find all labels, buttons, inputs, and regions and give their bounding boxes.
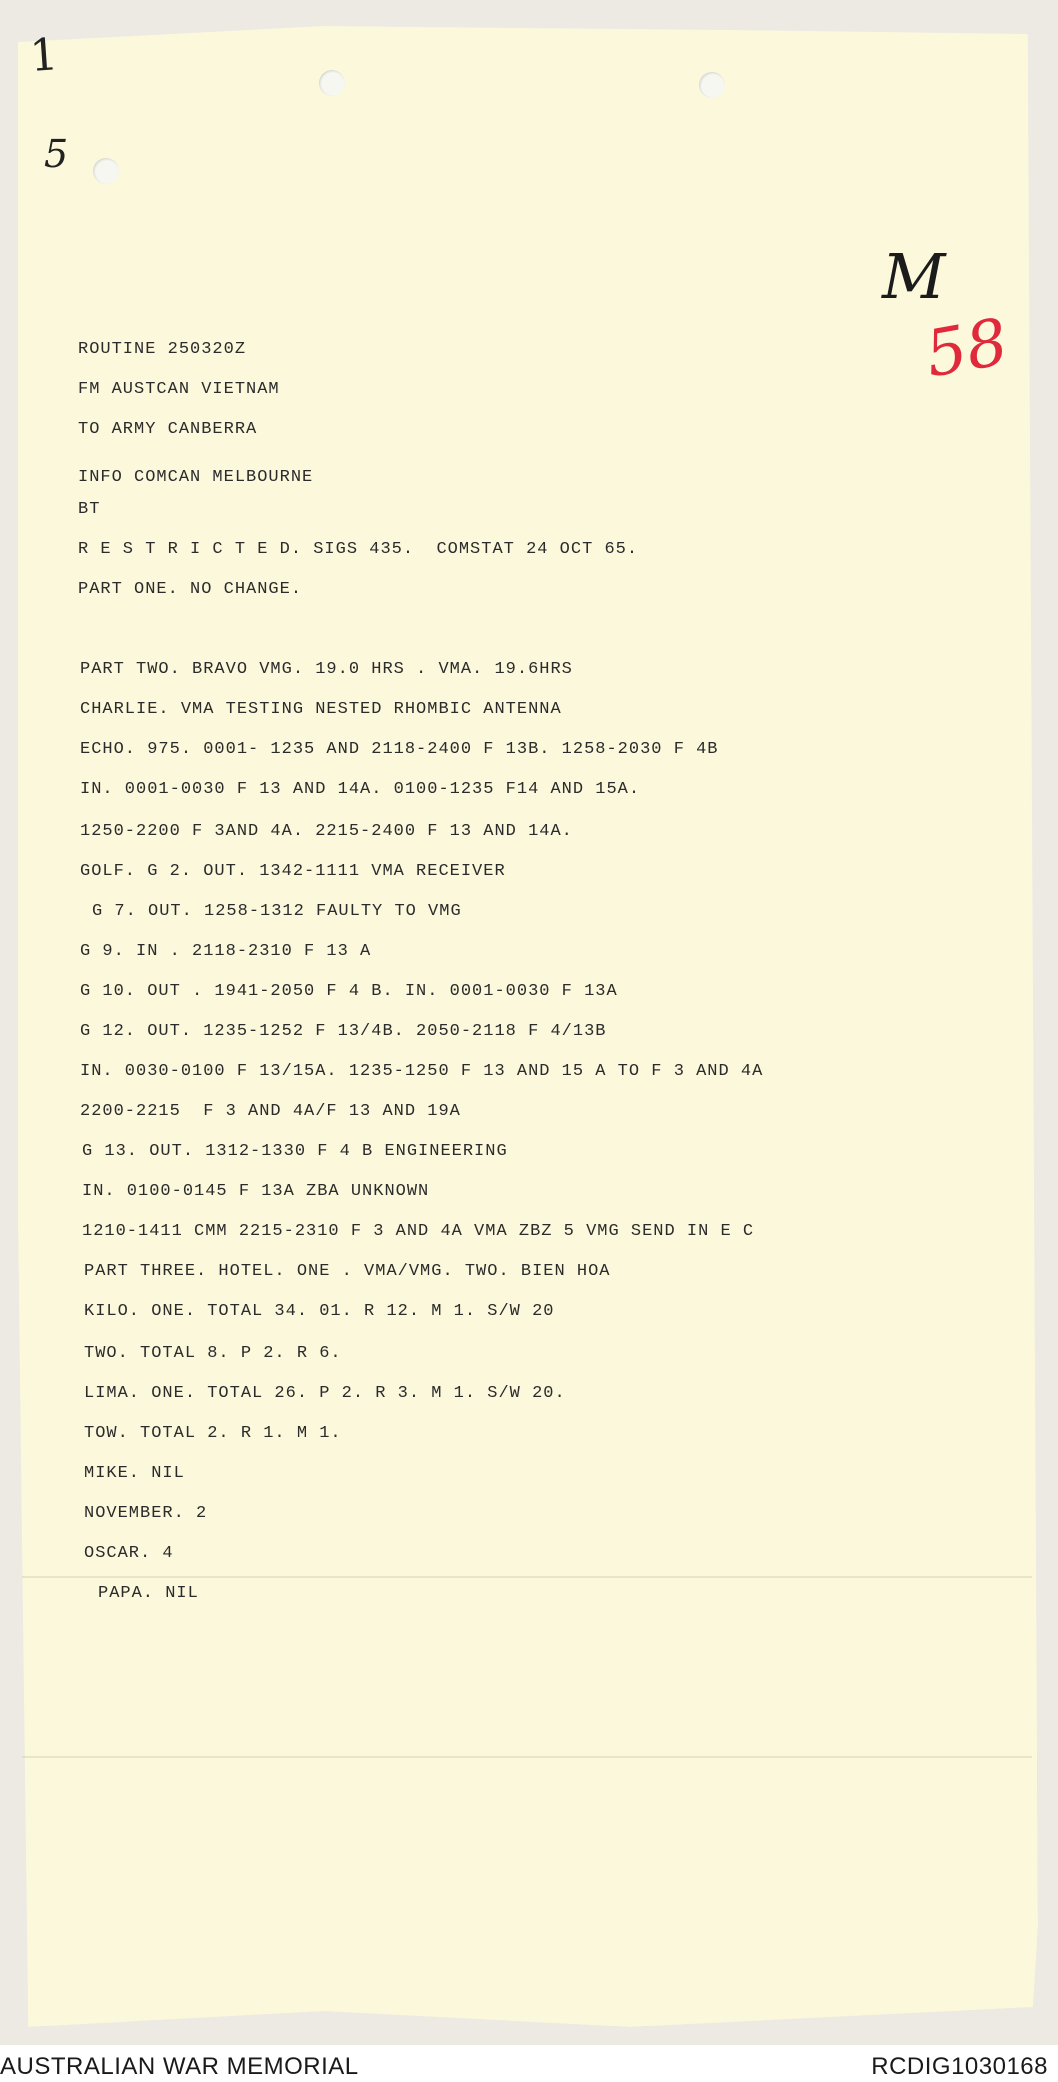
message-line: PART ONE. NO CHANGE. <box>78 580 303 599</box>
message-line: OSCAR. 4 <box>84 1544 174 1563</box>
message-line: ROUTINE 250320Z <box>78 340 247 359</box>
message-line: G 9. IN . 2118-2310 F 13 A <box>80 942 372 961</box>
message-line: BT <box>78 500 101 519</box>
message-line: TOW. TOTAL 2. R 1. M 1. <box>84 1424 342 1443</box>
message-line: G 13. OUT. 1312-1330 F 4 B ENGINEERING <box>82 1142 508 1161</box>
punch-hole <box>93 158 119 184</box>
archive-footer <box>0 2045 1058 2082</box>
handwritten-red-number: 58 <box>920 305 1014 393</box>
handwritten-mark-left: 5 <box>44 132 69 176</box>
punch-hole <box>699 72 725 98</box>
message-line: NOVEMBER. 2 <box>84 1504 208 1523</box>
message-line: ECHO. 975. 0001- 1235 AND 2118-2400 F 13B. 1258-2030 F 4B <box>80 740 719 759</box>
message-line: IN. 0001-0030 F 13 AND 14A. 0100-1235 F14 AND 15A. <box>80 780 641 799</box>
message-line: G 10. OUT . 1941-2050 F 4 B. IN. 0001-0030 F 13A <box>80 982 618 1001</box>
message-line: TWO. TOTAL 8. P 2. R 6. <box>84 1344 342 1363</box>
paper-fold <box>22 1576 1032 1578</box>
message-line: 1210-1411 CMM 2215-2310 F 3 AND 4A VMA ZBZ 5 VMG SEND IN E C <box>82 1222 755 1241</box>
punch-hole <box>319 70 345 96</box>
message-line: IN. 0100-0145 F 13A ZBA UNKNOWN <box>82 1182 430 1201</box>
message-line: PART THREE. HOTEL. ONE . VMA/VMG. TWO. BIEN HOA <box>84 1262 611 1281</box>
message-line: KILO. ONE. TOTAL 34. 01. R 12. M 1. S/W 20 <box>84 1302 555 1321</box>
message-line: INFO COMCAN MELBOURNE <box>78 468 314 487</box>
footer-reference: RCDIG1030168 <box>871 2053 1048 2080</box>
message-line: FM AUSTCAN VIETNAM <box>78 380 280 399</box>
message-line: GOLF. G 2. OUT. 1342-1111 VMA RECEIVER <box>80 862 506 881</box>
message-line: 1250-2200 F 3AND 4A. 2215-2400 F 13 AND 14A. <box>80 822 573 841</box>
message-line: PART TWO. BRAVO VMG. 19.0 HRS . VMA. 19.6HRS <box>80 660 573 679</box>
message-line: IN. 0030-0100 F 13/15A. 1235-1250 F 13 AND 15 A TO F 3 AND 4A <box>80 1062 764 1081</box>
footer-institution: AUSTRALIAN WAR MEMORIAL <box>0 2053 359 2080</box>
message-line: G 7. OUT. 1258-1312 FAULTY TO VMG <box>92 902 462 921</box>
message-line: G 12. OUT. 1235-1252 F 13/4B. 2050-2118 F 4/13B <box>80 1022 607 1041</box>
message-line: LIMA. ONE. TOTAL 26. P 2. R 3. M 1. S/W 20. <box>84 1384 566 1403</box>
message-line: R E S T R I C T E D. SIGS 435. COMSTAT 24 OCT 65. <box>78 540 639 559</box>
message-line: 2200-2215 F 3 AND 4A/F 13 AND 19A <box>80 1102 461 1121</box>
message-line: TO ARMY CANBERRA <box>78 420 258 439</box>
handwritten-initials: M <box>882 240 946 313</box>
message-line: MIKE. NIL <box>84 1464 185 1483</box>
message-line: PAPA. NIL <box>98 1584 199 1603</box>
paper-fold <box>22 1756 1032 1758</box>
message-line: CHARLIE. VMA TESTING NESTED RHOMBIC ANTENNA <box>80 700 562 719</box>
handwritten-mark-top-left: 1 <box>28 29 60 82</box>
